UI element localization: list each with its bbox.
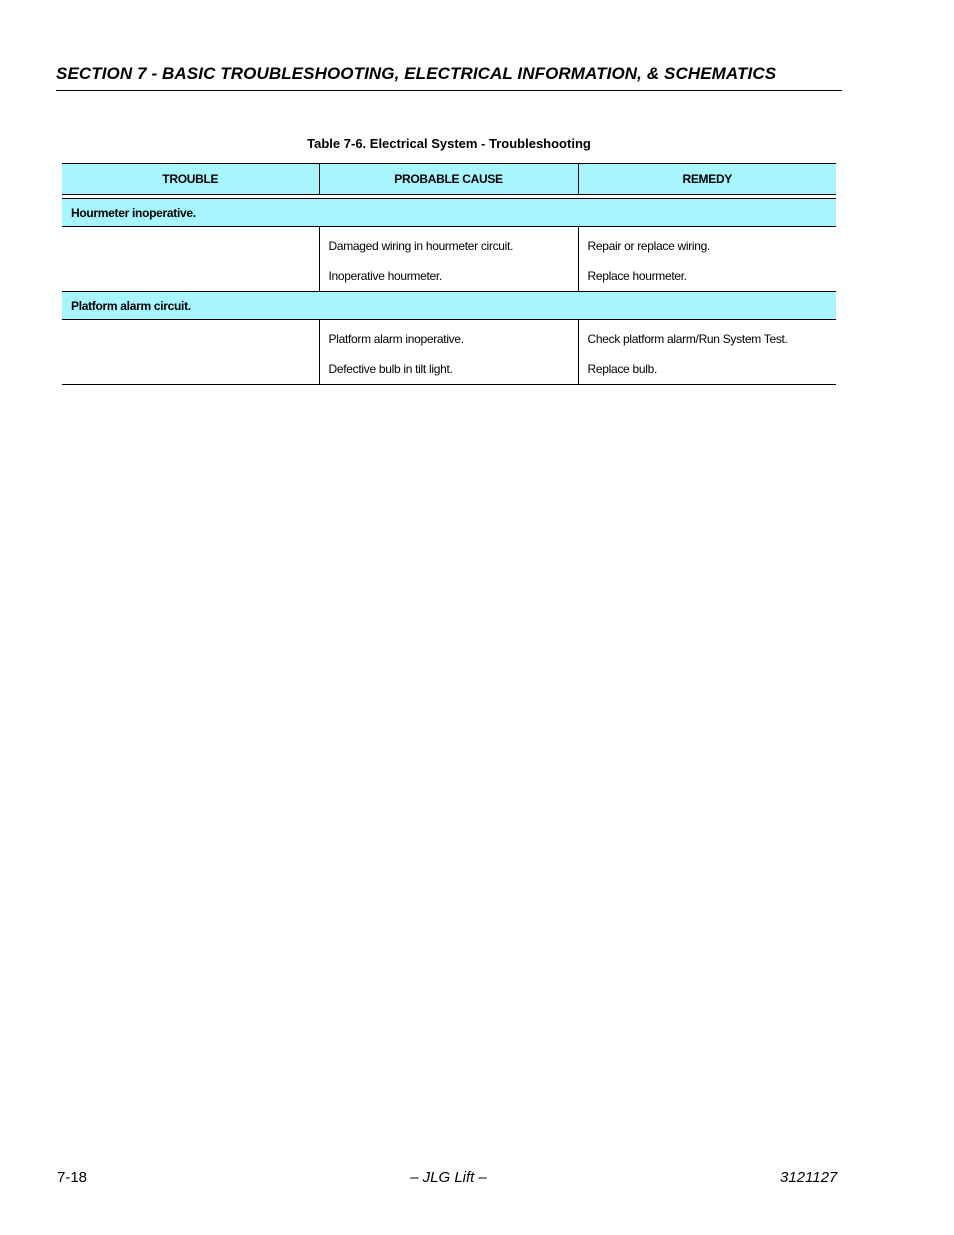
probable-cause-cell bbox=[319, 320, 578, 385]
column-header-trouble: TROUBLE bbox=[62, 164, 319, 195]
remedy-item: Repair or replace wiring. bbox=[587, 239, 711, 253]
remedy-item: Replace hourmeter. bbox=[587, 269, 687, 283]
probable-cause-cell bbox=[319, 227, 578, 292]
column-header-remedy: REMEDY bbox=[578, 164, 836, 195]
cause-item: Platform alarm inoperative. bbox=[328, 332, 464, 346]
trouble-cell-empty bbox=[62, 320, 319, 385]
troubleshooting-table bbox=[62, 163, 836, 385]
remedy-item: Check platform alarm/Run System Test. bbox=[587, 332, 788, 346]
cause-item: Inoperative hourmeter. bbox=[328, 269, 442, 283]
cause-item: Damaged wiring in hourmeter circuit. bbox=[328, 239, 514, 253]
trouble-group-row bbox=[62, 199, 836, 227]
trouble-label: Hourmeter inoperative. bbox=[62, 199, 836, 227]
remedy-item: Replace bulb. bbox=[587, 362, 657, 376]
table-row bbox=[62, 320, 836, 385]
table-header-row bbox=[62, 164, 836, 195]
section-header: SECTION 7 - BASIC TROUBLESHOOTING, ELECTRICAL INFORMATION, & SCHEMATICS bbox=[56, 64, 842, 91]
trouble-group-row bbox=[62, 292, 836, 320]
table-caption: Table 7-6. Electrical System - Troubleshooting bbox=[307, 136, 591, 151]
column-header-probable-cause: PROBABLE CAUSE bbox=[319, 164, 578, 195]
table-row bbox=[62, 227, 836, 292]
page-number: 7-18 bbox=[57, 1169, 88, 1186]
trouble-cell-empty bbox=[62, 227, 319, 292]
remedy-cell bbox=[578, 227, 836, 292]
trouble-label: Platform alarm circuit. bbox=[62, 292, 836, 320]
document-number: 3121127 bbox=[780, 1169, 838, 1186]
cause-item: Defective bulb in tilt light. bbox=[328, 362, 453, 376]
remedy-cell bbox=[578, 320, 836, 385]
footer-brand: – JLG Lift – bbox=[410, 1169, 487, 1186]
